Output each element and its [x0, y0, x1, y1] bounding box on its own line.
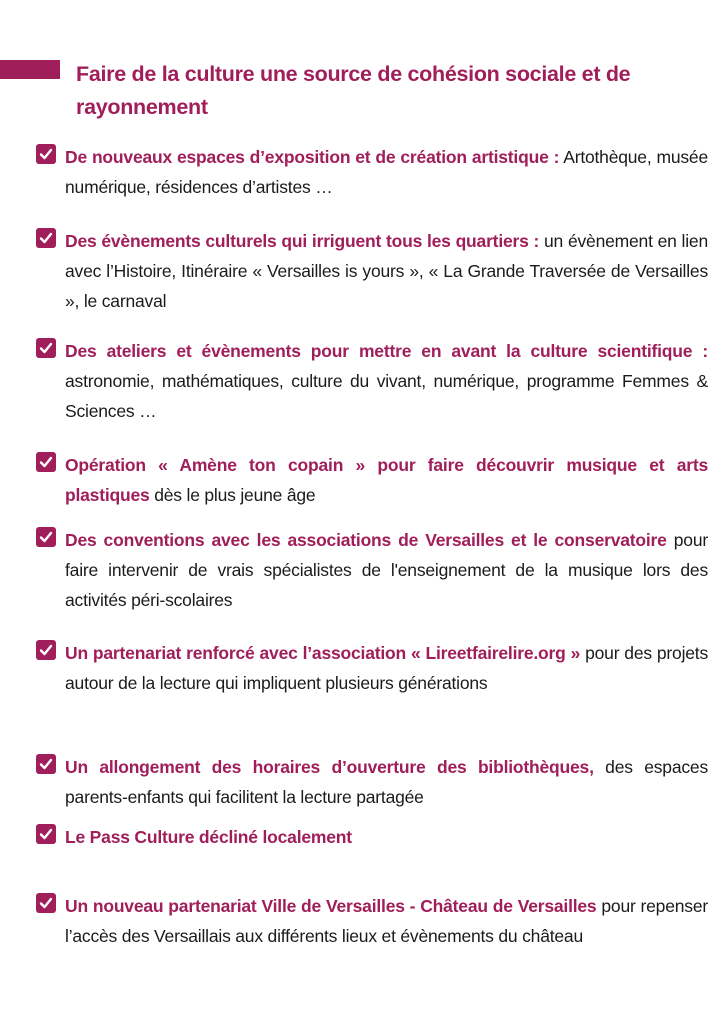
- list-item-text: [65, 450, 708, 510]
- list-item-body: pour des projets autour de la lecture qui impliquent plusieurs générations: [65, 643, 708, 693]
- list-item-highlight: Un allongement des horaires d’ouverture des bibliothèques,: [65, 757, 594, 777]
- checkbox-checked-icon: [36, 144, 56, 164]
- list-item-text: [65, 525, 708, 615]
- checkbox-checked-icon: [36, 338, 56, 358]
- list-item: [36, 450, 708, 510]
- checkbox-checked-icon: [36, 228, 56, 248]
- list-item-highlight: Des ateliers et évènements pour mettre en avant la culture scientifique :: [65, 341, 708, 361]
- list-item: [36, 822, 708, 852]
- checkbox-checked-icon: [36, 824, 56, 844]
- list-item-text: [65, 336, 708, 426]
- checkbox-checked-icon: [36, 640, 56, 660]
- list-item-body: pour repenser l’accès des Versaillais aux différents lieux et évènements du château: [65, 896, 708, 946]
- list-item-body: astronomie, mathématiques, culture du vivant, numérique, programme Femmes & Sciences …: [65, 371, 708, 421]
- list-item-text: [65, 226, 708, 316]
- list-item-body: Artothèque, musée numérique, résidences d’artistes …: [65, 147, 708, 197]
- list-item-text: [65, 891, 708, 951]
- list-item-highlight: De nouveaux espaces d’exposition et de création artistique :: [65, 147, 560, 167]
- list-item-body: des espaces parents-enfants qui facilitent la lecture partagée: [65, 757, 708, 807]
- checkbox-checked-icon: [36, 893, 56, 913]
- list-item: [36, 638, 708, 698]
- list-item-highlight: Des conventions avec les associations de Versailles et le conservatoire: [65, 530, 667, 550]
- list-item: [36, 336, 708, 426]
- list-item-text: [65, 752, 708, 812]
- list-item-highlight: Le Pass Culture décliné localement: [65, 827, 352, 847]
- list-item-highlight: Opération « Amène ton copain » pour faire découvrir musique et arts plastiques: [65, 455, 708, 505]
- list-item-highlight: Des évènements culturels qui irriguent tous les quartiers :: [65, 231, 540, 251]
- title-accent-bar: [0, 60, 60, 79]
- list-item-text: [65, 822, 708, 852]
- list-item-highlight: Un partenariat renforcé avec l’association « Lireetfairelire.org »: [65, 643, 581, 663]
- list-item-text: [65, 638, 708, 698]
- list-item: [36, 752, 708, 812]
- list-item-body: un évènement en lien avec l’Histoire, Itinéraire « Versailles is yours », « La Grande Traversée de Versailles », le carnaval: [65, 231, 708, 311]
- list-item-highlight: Un nouveau partenariat Ville de Versailles - Château de Versailles: [65, 896, 597, 916]
- checkbox-checked-icon: [36, 452, 56, 472]
- page-title: Faire de la culture une source de cohésion sociale et de rayonnement: [76, 62, 631, 119]
- checkbox-checked-icon: [36, 754, 56, 774]
- list-item-text: [65, 142, 708, 202]
- list-item-body: pour faire intervenir de vrais spécialistes de l'enseignement de la musique lors des activités péri-scolaires: [65, 530, 708, 610]
- checkbox-checked-icon: [36, 527, 56, 547]
- list-item: [36, 142, 708, 202]
- list-item-body: dès le plus jeune âge: [149, 485, 316, 505]
- list-item: [36, 525, 708, 615]
- list-item: [36, 226, 708, 316]
- list-item: [36, 891, 708, 951]
